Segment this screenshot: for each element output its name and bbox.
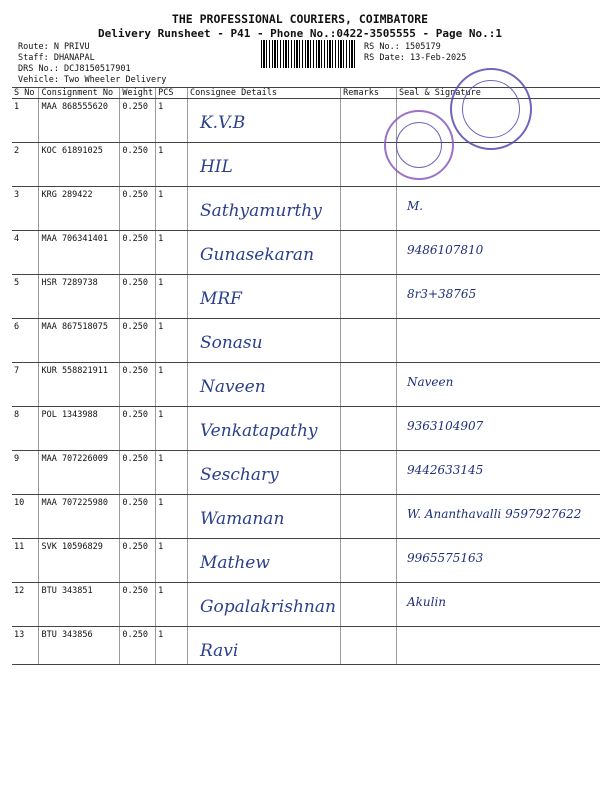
- row-remarks-cell: [341, 231, 397, 275]
- row-pcs: 1: [158, 366, 164, 376]
- row-weight: 0.250: [122, 586, 148, 596]
- row-consignment-no: KRG 289422: [41, 190, 93, 200]
- col-sno: S No: [12, 88, 39, 99]
- drs-number: DRS No.: DCJ8150517901: [18, 64, 131, 74]
- col-signature: Seal & Signature: [396, 88, 600, 99]
- row-sno-cell: [12, 627, 39, 665]
- row-remarks-cell: [341, 451, 397, 495]
- row-consignee-cell: [187, 495, 340, 539]
- row-signature-cell: [396, 407, 600, 451]
- row-consignment-no: SVK 10596829: [41, 542, 103, 552]
- row-pcs-cell: [156, 495, 188, 539]
- row-signature: 8r3+38765: [406, 287, 477, 301]
- row-weight: 0.250: [122, 322, 148, 332]
- row-sno: 6: [14, 322, 20, 332]
- route-label: Route: N PRIVU: [18, 42, 90, 52]
- row-consignment-no-cell: [39, 407, 120, 451]
- runsheet-subtitle: Delivery Runsheet - P41 - Phone No.:0422-3505555 - Page No.:1: [98, 27, 502, 40]
- row-sno: 11: [14, 542, 25, 552]
- row-weight: 0.250: [122, 278, 148, 288]
- row-consignment-no: MAA 868555620: [41, 102, 108, 112]
- row-weight: 0.250: [122, 190, 148, 200]
- row-pcs-cell: [156, 627, 188, 665]
- row-sno: 7: [14, 366, 20, 376]
- row-consignment-no-cell: [39, 363, 120, 407]
- row-weight: 0.250: [122, 102, 148, 112]
- row-pcs-cell: [156, 231, 188, 275]
- row-sno: 12: [14, 586, 25, 596]
- row-weight: 0.250: [122, 454, 148, 464]
- row-consignee: Gunasekaran: [199, 245, 315, 265]
- row-pcs-cell: [156, 275, 188, 319]
- row-signature-cell: [396, 363, 600, 407]
- row-signature: Naveen: [406, 375, 454, 389]
- row-consignment-no-cell: [39, 143, 120, 187]
- row-remarks-cell: [341, 583, 397, 627]
- barcode: [261, 40, 357, 68]
- seal-stamp: [450, 68, 532, 150]
- row-pcs: 1: [158, 234, 164, 244]
- row-signature: 9486107810: [406, 243, 484, 257]
- row-consignee-cell: [187, 319, 340, 363]
- row-consignee-cell: [187, 627, 340, 665]
- row-signature: 9363104907: [406, 419, 484, 433]
- row-weight-cell: [120, 583, 156, 627]
- row-signature-cell: [396, 495, 600, 539]
- row-consignment-no-cell: [39, 231, 120, 275]
- row-signature: W. Ananthavalli 9597927622: [406, 507, 582, 521]
- row-consignment-no: MAA 707226009: [41, 454, 108, 464]
- row-pcs: 1: [158, 410, 164, 420]
- row-remarks-cell: [341, 627, 397, 665]
- row-weight-cell: [120, 275, 156, 319]
- row-remarks-cell: [341, 539, 397, 583]
- row-consignee-cell: [187, 275, 340, 319]
- row-signature-cell: [396, 319, 600, 363]
- company-title: THE PROFESSIONAL COURIERS, COIMBATORE: [171, 12, 429, 26]
- row-consignment-no: BTU 343856: [41, 630, 93, 640]
- row-sno-cell: [12, 275, 39, 319]
- col-pcs: PCS: [156, 88, 188, 99]
- vehicle-label: Vehicle: Two Wheeler Delivery: [18, 75, 167, 85]
- row-weight: 0.250: [122, 410, 148, 420]
- row-consignment-no: POL 1343988: [41, 410, 98, 420]
- row-pcs: 1: [158, 630, 164, 640]
- row-pcs-cell: [156, 583, 188, 627]
- table-row: [12, 363, 600, 407]
- row-consignment-no-cell: [39, 99, 120, 143]
- row-pcs: 1: [158, 322, 164, 332]
- row-consignment-no-cell: [39, 187, 120, 231]
- row-remarks-cell: [341, 495, 397, 539]
- row-sno: 9: [14, 454, 20, 464]
- row-consignee-cell: [187, 99, 340, 143]
- row-pcs: 1: [158, 146, 164, 156]
- row-pcs-cell: [156, 363, 188, 407]
- table-row: [12, 495, 600, 539]
- row-consignee: Wamanan: [199, 509, 285, 529]
- row-weight-cell: [120, 539, 156, 583]
- row-weight: 0.250: [122, 630, 148, 640]
- table-row: [12, 187, 600, 231]
- row-sno-cell: [12, 539, 39, 583]
- row-weight: 0.250: [122, 366, 148, 376]
- seal-stamp: [384, 110, 454, 180]
- row-weight-cell: [120, 99, 156, 143]
- row-pcs: 1: [158, 190, 164, 200]
- row-remarks-cell: [341, 275, 397, 319]
- row-consignee: MRF: [199, 289, 242, 309]
- row-consignee: Gopalakrishnan: [199, 597, 336, 617]
- row-consignee: Naveen: [199, 377, 266, 397]
- row-consignee: Ravi: [199, 641, 239, 661]
- row-sno: 8: [14, 410, 20, 420]
- row-consignment-no: KOC 61891025: [41, 146, 103, 156]
- row-consignment-no-cell: [39, 583, 120, 627]
- row-consignment-no: HSR 7289738: [41, 278, 98, 288]
- row-pcs-cell: [156, 143, 188, 187]
- row-pcs: 1: [158, 542, 164, 552]
- row-signature-cell: [396, 231, 600, 275]
- row-sno: 13: [14, 630, 25, 640]
- row-signature-cell: [396, 583, 600, 627]
- row-signature: 9442633145: [406, 463, 484, 477]
- row-consignment-no: MAA 867518075: [41, 322, 108, 332]
- row-consignment-no-cell: [39, 495, 120, 539]
- row-pcs-cell: [156, 407, 188, 451]
- col-weight: Weight: [120, 88, 156, 99]
- col-consignee: Consignee Details: [187, 88, 340, 99]
- row-consignee-cell: [187, 583, 340, 627]
- row-signature-cell: [396, 451, 600, 495]
- table-row: [12, 143, 600, 187]
- row-consignee: Sonasu: [199, 333, 263, 353]
- row-pcs-cell: [156, 451, 188, 495]
- row-signature-cell: [396, 627, 600, 665]
- row-sno: 3: [14, 190, 20, 200]
- row-weight-cell: [120, 187, 156, 231]
- table-row: [12, 319, 600, 363]
- table-row: [12, 231, 600, 275]
- row-signature-cell: [396, 187, 600, 231]
- row-pcs: 1: [158, 498, 164, 508]
- col-remarks: Remarks: [341, 88, 397, 99]
- row-weight-cell: [120, 627, 156, 665]
- row-weight-cell: [120, 407, 156, 451]
- row-sno: 10: [14, 498, 25, 508]
- row-weight-cell: [120, 231, 156, 275]
- row-sno-cell: [12, 231, 39, 275]
- row-consignee: HIL: [199, 157, 233, 177]
- table-row: [12, 275, 600, 319]
- row-signature: Akulin: [406, 595, 447, 609]
- row-signature-cell: [396, 275, 600, 319]
- row-sno-cell: [12, 363, 39, 407]
- row-remarks-cell: [341, 363, 397, 407]
- row-weight-cell: [120, 451, 156, 495]
- row-weight: 0.250: [122, 146, 148, 156]
- row-consignee-cell: [187, 143, 340, 187]
- row-signature: 9965575163: [406, 551, 484, 565]
- row-weight-cell: [120, 143, 156, 187]
- row-remarks-cell: [341, 407, 397, 451]
- row-sno-cell: [12, 143, 39, 187]
- table-row: [12, 539, 600, 583]
- row-pcs: 1: [158, 454, 164, 464]
- row-weight: 0.250: [122, 234, 148, 244]
- table-row: [12, 627, 600, 665]
- row-consignee-cell: [187, 231, 340, 275]
- row-weight: 0.250: [122, 542, 148, 552]
- row-remarks-cell: [341, 187, 397, 231]
- row-pcs-cell: [156, 99, 188, 143]
- row-consignee: Seschary: [199, 465, 279, 485]
- row-pcs: 1: [158, 102, 164, 112]
- row-sno-cell: [12, 495, 39, 539]
- row-pcs: 1: [158, 278, 164, 288]
- row-pcs-cell: [156, 539, 188, 583]
- staff-label: Staff: DHANAPAL: [18, 53, 95, 63]
- row-consignee: Mathew: [199, 553, 270, 573]
- row-sno-cell: [12, 451, 39, 495]
- row-signature-cell: [396, 539, 600, 583]
- table-row: [12, 583, 600, 627]
- col-consignment: Consignment No: [39, 88, 120, 99]
- row-sno: 5: [14, 278, 20, 288]
- row-consignment-no: MAA 706341401: [41, 234, 108, 244]
- row-consignment-no: KUR 558821911: [41, 366, 108, 376]
- row-consignment-no-cell: [39, 539, 120, 583]
- row-consignee: Sathyamurthy: [199, 201, 322, 221]
- row-consignment-no-cell: [39, 275, 120, 319]
- row-weight-cell: [120, 363, 156, 407]
- row-pcs: 1: [158, 586, 164, 596]
- row-consignment-no-cell: [39, 627, 120, 665]
- table-row: [12, 407, 600, 451]
- row-consignment-no: BTU 343851: [41, 586, 93, 596]
- row-consignee: Venkatapathy: [199, 421, 318, 441]
- row-sno: 1: [14, 102, 20, 112]
- row-signature: M.: [406, 199, 424, 213]
- rs-date: RS Date: 13-Feb-2025: [364, 53, 467, 63]
- row-consignment-no-cell: [39, 319, 120, 363]
- row-sno-cell: [12, 583, 39, 627]
- runsheet-table: [12, 87, 600, 665]
- row-consignee-cell: [187, 187, 340, 231]
- row-consignee-cell: [187, 539, 340, 583]
- row-remarks-cell: [341, 319, 397, 363]
- row-sno: 4: [14, 234, 20, 244]
- row-consignment-no: MAA 707225980: [41, 498, 108, 508]
- row-consignee-cell: [187, 451, 340, 495]
- row-consignee-cell: [187, 407, 340, 451]
- row-pcs-cell: [156, 319, 188, 363]
- row-consignee-cell: [187, 363, 340, 407]
- row-sno-cell: [12, 407, 39, 451]
- row-consignee: K.V.B: [199, 113, 246, 133]
- row-sno: 2: [14, 146, 20, 156]
- row-weight-cell: [120, 319, 156, 363]
- rs-number: RS No.: 1505179: [364, 42, 441, 52]
- row-sno-cell: [12, 99, 39, 143]
- row-weight-cell: [120, 495, 156, 539]
- row-weight: 0.250: [122, 498, 148, 508]
- row-pcs-cell: [156, 187, 188, 231]
- row-sno-cell: [12, 319, 39, 363]
- row-consignment-no-cell: [39, 451, 120, 495]
- table-row: [12, 451, 600, 495]
- row-sno-cell: [12, 187, 39, 231]
